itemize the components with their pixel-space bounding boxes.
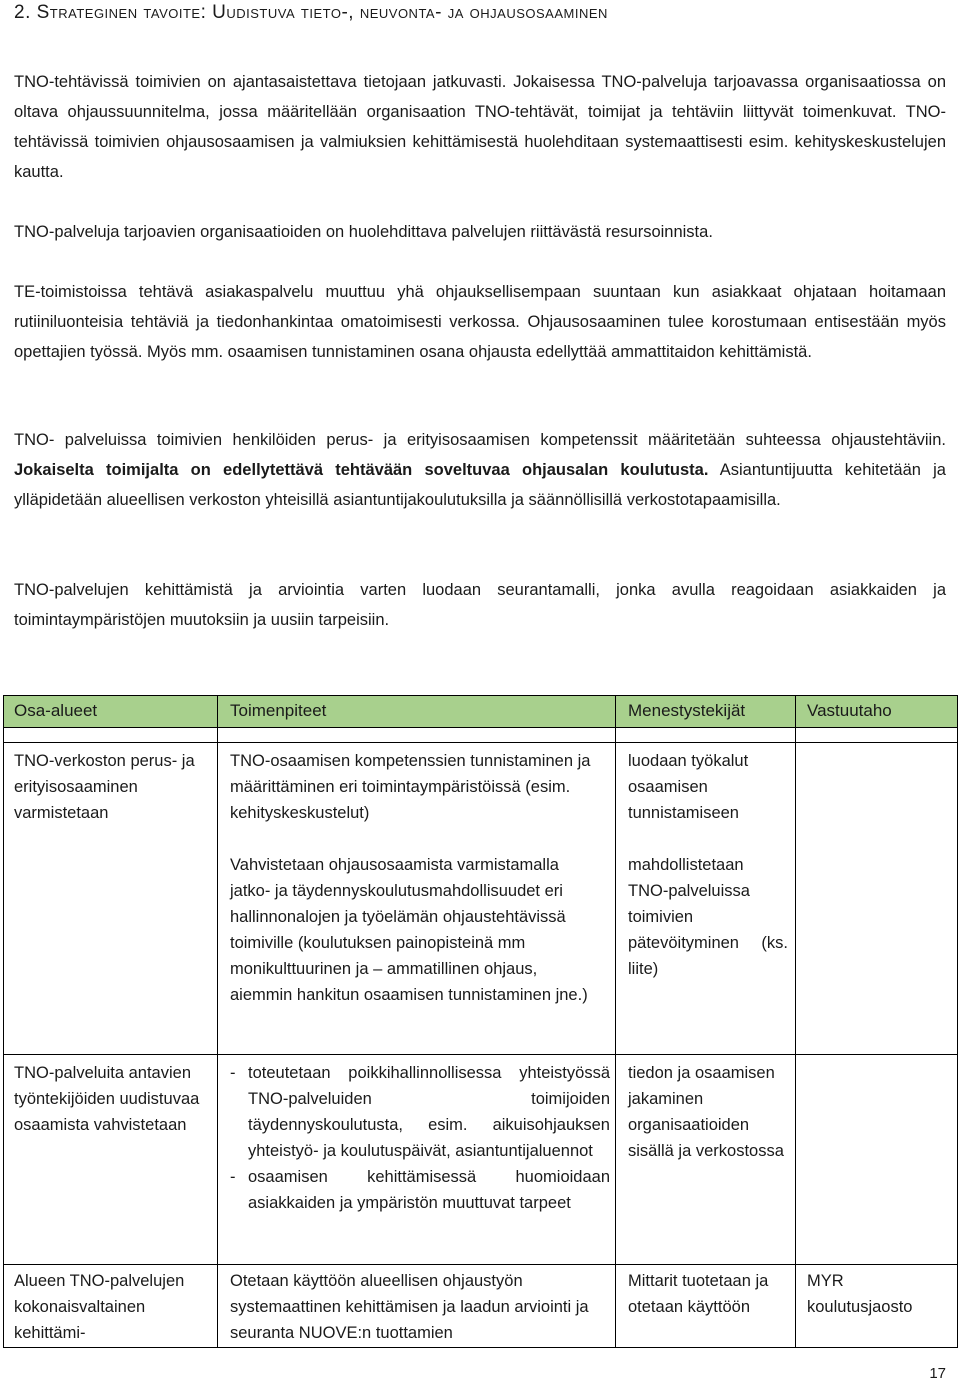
- paragraph-1-text: TNO-tehtävissä toimivien on ajantasaistettava tietojaan jatkuvasti. Jokaisessa TNO-palveluja tarjoavassa organisaatiossa on oltava ohjaussuunnitelma, jossa määritellään organisaation TNO-tehtävät, toimijat ja tehtäviin liittyvät toimenkuvat. TNO-tehtävissä toimivien ohjausosaamisen ja valmiuksien kehittämisestä huolehditaan systemaattisesti esim. kehityskeskustelujen kautta.: [14, 73, 946, 181]
- section-heading: 2. Strateginen tavoite: Uudistuva tieto-, neuvonta- ja ohjausosaaminen: [14, 2, 608, 23]
- row2-actions: [230, 1060, 610, 1216]
- table-border: [957, 695, 958, 1348]
- header-menestystekijat: Menestystekijät: [628, 701, 746, 720]
- header-toimenpiteet: Toimenpiteet: [230, 701, 327, 720]
- paragraph-3: [14, 277, 946, 367]
- table-border: [3, 695, 958, 696]
- paragraph-4-start: TNO- palveluissa toimivien henkilöiden perus- ja erityisosaamisen kompetenssit määritetään suhteessa ohjaustehtäviin.: [14, 431, 946, 449]
- row1-action-1: TNO-osaamisen kompetenssien tunnistaminen ja määrittäminen eri toimintaympäristöissä (esim. kehityskeskustelut): [230, 752, 591, 822]
- table-border: [795, 695, 796, 1348]
- row1-success-2: mahdollistetaan TNO-palveluissa toimivien pätevöityminen (ks. liite): [628, 856, 788, 978]
- paragraph-2: [14, 217, 946, 247]
- row1-success: [628, 748, 788, 982]
- table-border: [3, 695, 4, 1348]
- row3-actions: Otetaan käyttöön alueellisen ohjaustyön systemaattinen kehittämisen ja laadun arviointi ja seuranta NUOVE:n tuottamien: [230, 1272, 589, 1342]
- paragraph-4-end: Asiantuntijuutta kehitetään ja ylläpidetään alueellisen verkoston yhteisillä asiantuntijakoulutuksilla ja säännöllisillä verkostotapaamisilla.: [14, 461, 946, 509]
- row2-action-list: [230, 1060, 610, 1216]
- page-number: 17: [929, 1365, 946, 1382]
- paragraph-1: [14, 67, 946, 187]
- header-osa-alueet: Osa-alueet: [14, 701, 98, 720]
- row1-success-1: luodaan työkalut osaamisen tunnistamiseen: [628, 752, 749, 822]
- paragraph-5: [14, 575, 946, 635]
- table-border: [3, 1054, 958, 1055]
- table-border: [3, 1347, 958, 1348]
- table-border: [3, 742, 958, 743]
- paragraph-3-text: TE-toimistoissa tehtävä asiakaspalvelu muuttuu yhä ohjauksellisempaan suuntaan kun asiakkaat ohjataan hoitamaan rutiiniluonteisia tehtäviä ja tiedonhankintaa omatoimisesti verkossa. Ohjausosaaminen tulee korostumaan entisestään myös opettajien työssä. Myös mm. osaamisen tunnistaminen osana ohjausta edellyttää ammattitaidon kehittämistä.: [14, 283, 946, 361]
- paragraph-5-text: TNO-palvelujen kehittämistä ja arviointia varten luodaan seurantamalli, jonka avulla reagoidaan asiakkaiden ja toimintaympäristöjen muutoksiin ja uusiin tarpeisiin.: [14, 581, 946, 629]
- row2-action-1: - toteutetaan poikkihallinnollisessa yhteistyössä TNO-palveluiden toimijoiden täydennyskoulutusta, esim. aikuisohjauksen yhteistyö- ja koulutuspäivät, asiantuntijaluennot: [230, 1060, 610, 1164]
- row3-area: Alueen TNO-palvelujen kokonaisvaltainen kehittämi-: [14, 1272, 185, 1342]
- paragraph-4-text: [14, 425, 946, 515]
- row3-responsible: MYR koulutusjaosto: [807, 1272, 913, 1316]
- row1-actions: [230, 748, 600, 1008]
- header-vastuutaho: Vastuutaho: [807, 701, 892, 720]
- table-border: [217, 695, 218, 1348]
- row2-area: TNO-palveluita antavien työntekijöiden uudistuvaa osaamista vahvistetaan: [14, 1064, 200, 1134]
- table-border: [615, 695, 616, 1348]
- row2-action-2: - osaamisen kehittämisessä huomioidaan asiakkaiden ja ympäristön muuttuvat tarpeet: [230, 1164, 610, 1216]
- table-border: [3, 727, 958, 728]
- table-border: [3, 1264, 958, 1265]
- row2-success: tiedon ja osaamisen jakaminen organisaatioiden sisällä ja verkostossa: [628, 1064, 784, 1160]
- paragraph-4-bold: Jokaiselta toimijalta on edellytettävä tehtävään soveltuvaa ohjausalan koulutusta.: [14, 461, 709, 479]
- strategy-table: [3, 695, 958, 1348]
- paragraph-4: [14, 425, 946, 515]
- paragraph-2-text: TNO-palveluja tarjoavien organisaatioiden on huolehdittava palvelujen riittävästä resursoinnista.: [14, 223, 713, 241]
- row3-success: Mittarit tuotetaan ja otetaan käyttöön: [628, 1272, 769, 1316]
- row1-action-2: Vahvistetaan ohjausosaamista varmistamalla jatko- ja täydennyskoulutusmahdollisuudet eri hallinnonalojen ja työelämän ohjaustehtävissä toimiville (koulutuksen painopisteinä mm monikulttuurinen ja – ammatillinen ohjaus, aiemmin hankitun osaamisen tunnistaminen jne.): [230, 856, 588, 1004]
- row1-area: TNO-verkoston perus- ja erityisosaaminen varmistetaan: [14, 752, 195, 822]
